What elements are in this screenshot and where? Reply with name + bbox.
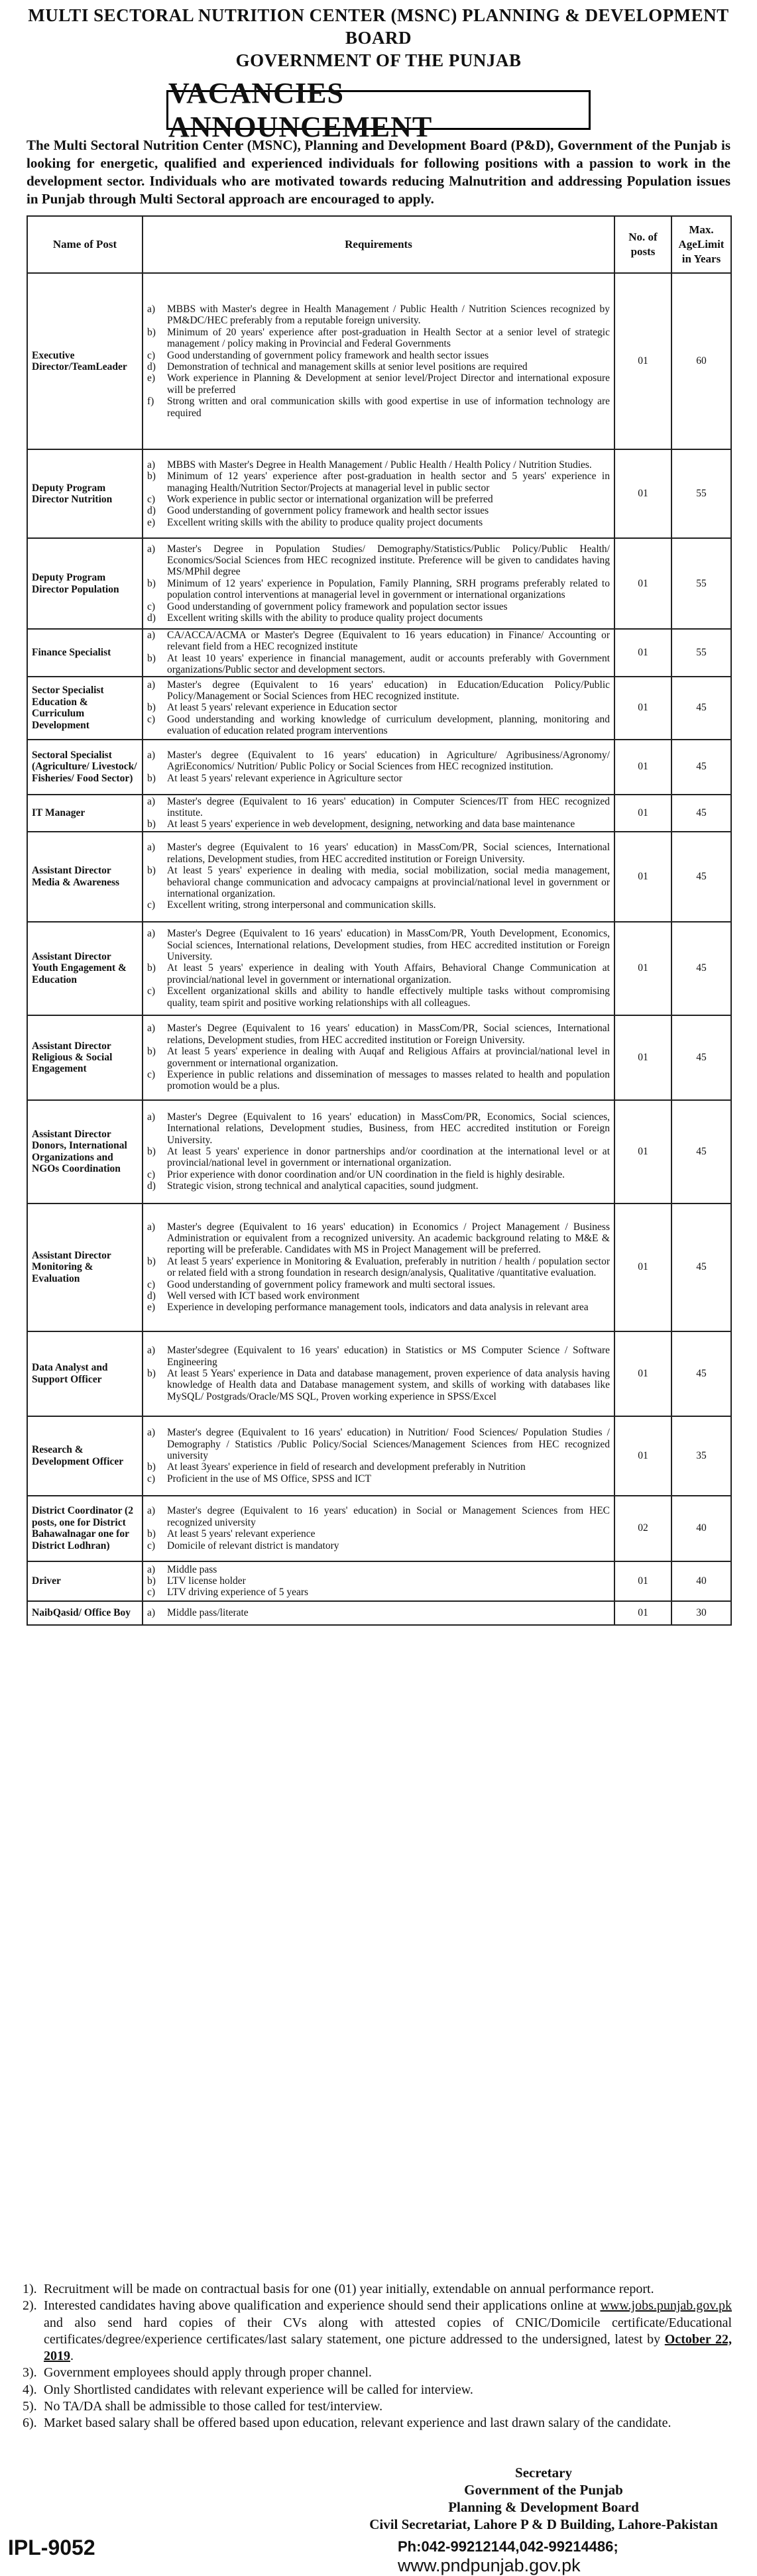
requirement-letter: c) bbox=[147, 349, 156, 361]
requirements-cell bbox=[143, 1204, 614, 1331]
table-row bbox=[27, 677, 731, 740]
header-line-3: GOVERNMENT OF THE PUNJAB bbox=[235, 50, 522, 70]
note-text-part: and also send hard copies of their CVs along with attested copies of CNIC/Domicile certificate/Educational certificates/degree/experience certificates/last salary statement, one picture addressed to the undersigned, latest by bbox=[44, 2315, 732, 2347]
note-text: Only Shortlisted candidates with relevant experience will be called for interview. bbox=[44, 2382, 473, 2397]
no-of-posts: 01 bbox=[614, 740, 671, 795]
requirement-letter: b) bbox=[147, 326, 156, 338]
requirement-item bbox=[147, 1069, 610, 1092]
max-age-limit: 45 bbox=[671, 922, 731, 1015]
requirement-item bbox=[147, 1427, 610, 1461]
requirement-text: At least 5 years' experience in Monitoring & Evaluation, preferably in nutrition / health / population sector or related field with a strong foundation in research design/analysis, Qualitative /quantitative evaluation. bbox=[167, 1255, 610, 1279]
requirement-item bbox=[147, 679, 610, 702]
requirement-item bbox=[147, 842, 610, 865]
signature-block bbox=[345, 2464, 742, 2533]
table-row bbox=[27, 629, 731, 677]
requirements-cell bbox=[143, 1561, 614, 1601]
requirement-item bbox=[147, 1528, 610, 1540]
requirement-text: At least 5 Years' experience in Data and database management, proven experience of data analysis having knowledge of Health data and Database management system, and skills of working with databases like MySQL/ Postgrads/Oracle/MS SQL, Proven working experience in SPSS/Excel bbox=[167, 1367, 610, 1402]
requirement-item bbox=[147, 327, 610, 350]
requirement-letter: b) bbox=[147, 1046, 156, 1058]
requirement-item bbox=[147, 714, 610, 737]
requirement-text: Master's degree (Equivalent to 16 years' education) in Education/Education Policy/Public Policy/Management or Social Sciences from HEC recognized institute. bbox=[167, 679, 610, 702]
signature-address: Civil Secretariat, Lahore P & D Building, Lahore-Pakistan bbox=[369, 2516, 718, 2532]
requirement-text: Master'sdegree (Equivalent to 16 years' education) in Statistics or MS Computer Science / Software Engineering bbox=[167, 1345, 610, 1368]
requirement-text: Well versed with ICT based work environment bbox=[167, 1290, 360, 1302]
requirements-cell bbox=[143, 1496, 614, 1561]
jobs-portal-link[interactable]: www.jobs.punjab.gov.pk bbox=[600, 2298, 732, 2314]
requirement-item bbox=[147, 1575, 610, 1587]
signature-government: Government of the Punjab bbox=[464, 2482, 623, 2498]
requirements-cell bbox=[143, 273, 614, 449]
requirement-letter: f) bbox=[147, 396, 154, 408]
requirement-text: MBBS with Master's degree in Health Management / Public Health / Nutrition Sciences recognized by PM&DC/HEC preferably from a reputable foreign university. bbox=[167, 303, 610, 327]
requirement-text: Minimum of 12 years' experience in Population, Family Planning, SRH programs preferably related to population control interventions at managerial level in government or international organizations bbox=[167, 577, 610, 601]
requirements-cell bbox=[143, 832, 614, 922]
requirement-item bbox=[147, 1111, 610, 1146]
requirement-item bbox=[147, 505, 610, 516]
requirements-cell bbox=[143, 1100, 614, 1204]
requirement-letter: a) bbox=[147, 1606, 156, 1618]
max-age-limit: 45 bbox=[671, 740, 731, 795]
post-name: Assistant Director Monitoring & Evaluation bbox=[27, 1204, 143, 1331]
table-header-row bbox=[27, 216, 731, 273]
requirement-letter: c) bbox=[147, 1069, 156, 1081]
no-of-posts: 01 bbox=[614, 1204, 671, 1331]
requirement-text: At least 5 years' experience in dealing with Youth Affairs, Behavioral Change Communication at provincial/national level in government or international organization. bbox=[167, 962, 610, 985]
signature-department: Planning & Development Board bbox=[448, 2499, 639, 2515]
requirement-item bbox=[147, 612, 610, 624]
note-number: 5). bbox=[23, 2399, 37, 2414]
requirement-letter: a) bbox=[147, 459, 156, 471]
requirement-text: At least 5 years' experience in web development, designing, networking and data base maintenance bbox=[167, 818, 575, 830]
no-of-posts: 01 bbox=[614, 1601, 671, 1625]
requirement-letter: c) bbox=[147, 1540, 156, 1551]
post-name: Assistant Director Donors, International Organizations and NGOs Coordination bbox=[27, 1100, 143, 1204]
requirement-letter: c) bbox=[147, 713, 156, 725]
requirements-cell bbox=[143, 1601, 614, 1625]
requirement-item bbox=[147, 1473, 610, 1484]
requirements-cell bbox=[143, 449, 614, 538]
max-age-limit: 45 bbox=[671, 1100, 731, 1204]
requirement-letter: a) bbox=[147, 1563, 156, 1575]
max-age-limit: 40 bbox=[671, 1561, 731, 1601]
max-age-limit: 45 bbox=[671, 832, 731, 922]
requirement-item bbox=[147, 471, 610, 494]
requirement-item bbox=[147, 818, 610, 830]
note-item bbox=[23, 2281, 732, 2298]
table-row bbox=[27, 273, 731, 449]
note-text: No TA/DA shall be admissible to those called for test/interview. bbox=[44, 2399, 383, 2414]
requirement-item bbox=[147, 1046, 610, 1069]
requirement-item bbox=[147, 1169, 610, 1180]
requirements-cell bbox=[143, 922, 614, 1015]
requirement-letter: b) bbox=[147, 652, 156, 664]
requirement-text: Experience in public relations and dissemination of messages to masses related to health and population promotion would be a plus. bbox=[167, 1069, 610, 1092]
requirement-letter: e) bbox=[147, 372, 156, 384]
no-of-posts: 01 bbox=[614, 629, 671, 677]
table-row bbox=[27, 449, 731, 538]
header-age-limit: Max. AgeLimit in Years bbox=[671, 216, 731, 273]
requirement-item bbox=[147, 1368, 610, 1402]
requirement-text: At least 3years' experience in field of research and development preferably in Nutrition bbox=[167, 1461, 526, 1473]
requirement-text: Minimum of 20 years' experience after post-graduation in Health Sector at a senior level of strategic management / policy making in Provincial and Federal Governments bbox=[167, 326, 610, 350]
table-row bbox=[27, 538, 731, 629]
max-age-limit: 30 bbox=[671, 1601, 731, 1625]
requirement-text: Master's Degree (Equivalent to 16 years' education) in MassCom/PR, Social sciences, International relations, Development studies, from HEC accredited institution or Foreign University. bbox=[167, 1023, 610, 1046]
contact-line bbox=[398, 2538, 757, 2576]
no-of-posts: 01 bbox=[614, 922, 671, 1015]
table-row bbox=[27, 740, 731, 795]
table-row bbox=[27, 1601, 731, 1625]
requirement-item bbox=[147, 304, 610, 327]
website-link[interactable]: www.pndpunjab.gov.pk bbox=[398, 2555, 581, 2575]
requirement-letter: d) bbox=[147, 612, 156, 624]
post-name: Sectoral Specialist (Agriculture/ Livestock/ Fisheries/ Food Sector) bbox=[27, 740, 143, 795]
note-number: 1). bbox=[23, 2282, 37, 2296]
requirement-item bbox=[147, 578, 610, 601]
requirement-text: At least 5 years' experience in dealing with Auqaf and Religious Affairs at provincial/national level in government or international organization. bbox=[167, 1046, 610, 1069]
requirement-text: Domicile of relevant district is mandatory bbox=[167, 1540, 339, 1551]
requirement-item bbox=[147, 1256, 610, 1279]
requirement-letter: a) bbox=[147, 795, 156, 807]
requirement-item bbox=[147, 494, 610, 505]
requirement-text: Strategic vision, strong technical and analytical capacities, sound judgment. bbox=[167, 1180, 479, 1192]
max-age-limit: 45 bbox=[671, 677, 731, 740]
requirement-letter: a) bbox=[147, 750, 156, 761]
requirement-text: Good understanding of government policy framework and health sector issues bbox=[167, 505, 489, 517]
requirement-letter: a) bbox=[147, 543, 156, 555]
note-item bbox=[23, 2365, 732, 2381]
note-text-part: Interested candidates having above qualification and experience should send their applications online at bbox=[44, 2298, 601, 2314]
requirement-letter: b) bbox=[147, 962, 156, 974]
requirement-letter: c) bbox=[147, 1473, 156, 1484]
requirement-text: Prior experience with donor coordination and/or UN coordination in the field is highly desirable. bbox=[167, 1168, 565, 1180]
requirement-letter: a) bbox=[147, 1023, 156, 1035]
note-item bbox=[23, 2298, 732, 2365]
requirement-item bbox=[147, 1505, 610, 1528]
requirement-text: At least 5 years' relevant experience in Education sector bbox=[167, 702, 398, 714]
requirement-letter: d) bbox=[147, 505, 156, 517]
table-row bbox=[27, 795, 731, 832]
requirement-text: At least 10 years' experience in financial management, audit or accounts preferably with Government organizations/Public sector and development sectors. bbox=[167, 652, 610, 676]
requirement-letter: c) bbox=[147, 494, 156, 505]
requirement-text: Good understanding of government policy framework and population sector issues bbox=[167, 600, 508, 612]
requirement-letter: a) bbox=[147, 1345, 156, 1357]
requirements-cell bbox=[143, 538, 614, 629]
requirements-cell bbox=[143, 629, 614, 677]
requirement-item bbox=[147, 1023, 610, 1046]
requirement-item bbox=[147, 1607, 610, 1618]
max-age-limit: 35 bbox=[671, 1416, 731, 1496]
requirements-cell bbox=[143, 1416, 614, 1496]
requirement-text: Master's degree (Equivalent to 16 years' education) in MassCom/PR, Social sciences, International relations, Development studies, from HEC accredited institution or Foreign University. bbox=[167, 842, 610, 865]
post-name: Driver bbox=[27, 1561, 143, 1601]
requirement-letter: a) bbox=[147, 679, 156, 691]
requirement-text: Master's Degree (Equivalent to 16 years' education) in MassCom/PR, Economics, Social sciences, International relations, Development studies, Business, from HEC accredited institution or Foreign University. bbox=[167, 1111, 610, 1146]
requirement-letter: c) bbox=[147, 1587, 156, 1598]
requirement-item bbox=[147, 865, 610, 899]
signature-title: Secretary bbox=[515, 2465, 572, 2481]
no-of-posts: 01 bbox=[614, 273, 671, 449]
max-age-limit: 40 bbox=[671, 1496, 731, 1561]
requirement-letter: b) bbox=[147, 471, 156, 482]
max-age-limit: 55 bbox=[671, 538, 731, 629]
requirement-item bbox=[147, 796, 610, 819]
no-of-posts: 01 bbox=[614, 1015, 671, 1100]
requirement-item bbox=[147, 361, 610, 372]
requirement-letter: a) bbox=[147, 1505, 156, 1517]
requirement-letter: b) bbox=[147, 577, 156, 589]
requirement-text: At least 5 years' experience in dealing with media, social mobilization, social media management, behavioral change communication and advocacy campaigns at provincial/national level in government or international organization. bbox=[167, 865, 610, 900]
requirement-letter: b) bbox=[147, 1367, 156, 1379]
requirements-cell bbox=[143, 795, 614, 832]
requirement-text: Demonstration of technical and management skills at senior level positions are required bbox=[167, 361, 528, 372]
requirement-letter: a) bbox=[147, 303, 156, 315]
requirement-item bbox=[147, 601, 610, 612]
post-name: IT Manager bbox=[27, 795, 143, 832]
requirement-item bbox=[147, 1221, 610, 1256]
table-row bbox=[27, 1416, 731, 1496]
requirement-item bbox=[147, 1540, 610, 1551]
requirement-item bbox=[147, 1587, 610, 1598]
requirement-text: At least 5 years' relevant experience bbox=[167, 1528, 316, 1540]
requirement-letter: e) bbox=[147, 1302, 156, 1314]
requirement-item bbox=[147, 750, 610, 773]
post-name: Assistant Director Youth Engagement & Education bbox=[27, 922, 143, 1015]
header-post: Name of Post bbox=[27, 216, 143, 273]
deadline-date: October 22, 2019 bbox=[44, 2331, 732, 2364]
requirement-letter: b) bbox=[147, 1575, 156, 1587]
note-text: Recruitment will be made on contractual basis for one (01) year initially, extendable on annual performance report. bbox=[44, 2282, 654, 2296]
max-age-limit: 45 bbox=[671, 795, 731, 832]
note-number: 2). bbox=[23, 2298, 37, 2314]
requirement-item bbox=[147, 1279, 610, 1290]
max-age-limit: 45 bbox=[671, 1331, 731, 1416]
requirement-text: Excellent writing skills with the ability to produce quality project documents bbox=[167, 516, 483, 528]
requirement-item bbox=[147, 985, 610, 1009]
header-line-2: BOARD bbox=[345, 28, 412, 48]
requirement-item bbox=[147, 773, 610, 784]
requirement-item bbox=[147, 630, 610, 653]
header-requirements: Requirements bbox=[143, 216, 614, 273]
requirement-letter: e) bbox=[147, 516, 156, 528]
note-text: Market based salary shall be offered based upon education, relevant experience and last drawn salary of the candidate. bbox=[44, 2416, 671, 2431]
no-of-posts: 01 bbox=[614, 677, 671, 740]
notes-list bbox=[23, 2281, 732, 2432]
requirement-text: Middle pass/literate bbox=[167, 1606, 249, 1618]
post-name: Executive Director/TeamLeader bbox=[27, 273, 143, 449]
requirement-text: Excellent organizational skills and ability to handle effectively multiple tasks without compromising quality, team spirit and positive working relationships with all colleagues. bbox=[167, 985, 610, 1009]
no-of-posts: 02 bbox=[614, 1496, 671, 1561]
note-text: Government employees should apply through proper channel. bbox=[44, 2365, 372, 2380]
header-no-of-posts: No. of posts bbox=[614, 216, 671, 273]
requirement-text: Middle pass bbox=[167, 1563, 217, 1575]
requirement-text: Good understanding of government policy framework and multi sectoral issues. bbox=[167, 1278, 496, 1290]
note-item bbox=[23, 2398, 732, 2415]
requirement-text: Minimum of 12 years' experience after post-graduation in health sector and 5 years' experience in managing Health/Nutrition Sector/Projects at managerial level in public sector bbox=[167, 471, 610, 494]
table-row bbox=[27, 1331, 731, 1416]
requirement-letter: b) bbox=[147, 1528, 156, 1540]
requirements-cell bbox=[143, 1015, 614, 1100]
requirement-text: LTV driving experience of 5 years bbox=[167, 1587, 309, 1598]
requirement-item bbox=[147, 1564, 610, 1575]
no-of-posts: 01 bbox=[614, 449, 671, 538]
requirement-item bbox=[147, 962, 610, 985]
note-number: 3). bbox=[23, 2365, 37, 2380]
requirement-item bbox=[147, 372, 610, 396]
intro-paragraph: The Multi Sectoral Nutrition Center (MSNC), Planning and Development Board (P&D), Government of the Punjab is looking for energetic, qualified and experienced individuals for following positions with a passion to work in the development sector. Individuals who are motivated towards reducing Malnutrition and addressing Population issues in Punjab through Multi Sectoral approach are encouraged to apply. bbox=[27, 137, 730, 207]
requirement-item bbox=[147, 1180, 610, 1192]
max-age-limit: 45 bbox=[671, 1204, 731, 1331]
requirement-item bbox=[147, 459, 610, 471]
post-name: District Coordinator (2 posts, one for District Bahawalnagar one for District Lodhran) bbox=[27, 1496, 143, 1561]
requirement-letter: a) bbox=[147, 630, 156, 641]
post-name: Assistant Director Religious & Social Engagement bbox=[27, 1015, 143, 1100]
requirement-letter: b) bbox=[147, 702, 156, 714]
note-text-part: . bbox=[70, 2349, 74, 2364]
requirement-item bbox=[147, 1290, 610, 1302]
requirement-letter: d) bbox=[147, 1180, 156, 1192]
requirement-item bbox=[147, 1461, 610, 1473]
table-row bbox=[27, 1204, 731, 1331]
post-name: Data Analyst and Support Officer bbox=[27, 1331, 143, 1416]
requirement-text: Master's degree (Equivalent to 16 years' education) in Nutrition/ Food Sciences/ Population Studies / Demography / Statistics /Public Policy/Social Sciences/Management Sciences from HEC recognized university bbox=[167, 1427, 610, 1461]
post-name: Sector Specialist Education & Curriculum Development bbox=[27, 677, 143, 740]
requirement-text: Master's degree (Equivalent to 16 years' education) in Computer Sciences/IT from HEC recognized institute. bbox=[167, 795, 610, 818]
post-name: Finance Specialist bbox=[27, 629, 143, 677]
note-item bbox=[23, 2382, 732, 2398]
reference-number: IPL-9052 bbox=[8, 2536, 95, 2559]
max-age-limit: 60 bbox=[671, 273, 731, 449]
requirement-item bbox=[147, 653, 610, 676]
requirement-letter: b) bbox=[147, 1145, 156, 1157]
no-of-posts: 01 bbox=[614, 1331, 671, 1416]
requirement-text: Excellent writing skills with the ability to produce quality project documents bbox=[167, 612, 483, 624]
requirement-text: LTV license holder bbox=[167, 1575, 246, 1587]
requirement-letter: d) bbox=[147, 361, 156, 372]
requirement-item bbox=[147, 1302, 610, 1313]
post-name: NaibQasid/ Office Boy bbox=[27, 1601, 143, 1625]
note-item bbox=[23, 2415, 732, 2432]
post-name: Assistant Director Media & Awareness bbox=[27, 832, 143, 922]
header-line-1: MULTI SECTORAL NUTRITION CENTER (MSNC) PLANNING & DEVELOPMENT bbox=[28, 5, 729, 25]
requirement-letter: b) bbox=[147, 772, 156, 784]
requirement-item bbox=[147, 928, 610, 962]
requirements-cell bbox=[143, 1331, 614, 1416]
requirement-letter: b) bbox=[147, 1255, 156, 1267]
requirement-item bbox=[147, 1345, 610, 1368]
requirement-item bbox=[147, 350, 610, 361]
requirement-letter: a) bbox=[147, 1111, 156, 1123]
requirement-text: Good understanding of government policy framework and health sector issues bbox=[167, 349, 489, 361]
requirement-text: MBBS with Master's Degree in Health Management / Public Health / Health Policy / Nutrition Studies. bbox=[167, 459, 592, 471]
requirement-text: Work experience in public sector or international organization will be preferred bbox=[167, 494, 493, 505]
max-age-limit: 45 bbox=[671, 1015, 731, 1100]
requirement-letter: b) bbox=[147, 865, 156, 877]
requirement-text: Master's degree (Equivalent to 16 years' education) in Social or Management Sciences from HEC recognized university bbox=[167, 1505, 610, 1528]
table-row bbox=[27, 1561, 731, 1601]
note-number: 4). bbox=[23, 2382, 37, 2397]
requirement-letter: a) bbox=[147, 928, 156, 940]
vacancies-title: VACANCIES ANNOUNCEMENT bbox=[166, 90, 591, 130]
requirement-item bbox=[147, 702, 610, 713]
requirement-letter: d) bbox=[147, 1290, 156, 1302]
max-age-limit: 55 bbox=[671, 629, 731, 677]
table-row bbox=[27, 832, 731, 922]
phone-numbers: Ph:042-99212144,042-99214486; bbox=[398, 2538, 618, 2555]
requirement-letter: c) bbox=[147, 600, 156, 612]
requirement-text: Master's Degree (Equivalent to 16 years' education) in MassCom/PR, Youth Development, Economics, Social sciences, International relations, Development studies, from HEC accredited institution or Foreign University. bbox=[167, 928, 610, 963]
table-row bbox=[27, 1496, 731, 1561]
requirement-text: Excellent writing, strong interpersonal and communication skills. bbox=[167, 899, 436, 911]
table-row bbox=[27, 1015, 731, 1100]
requirement-letter: a) bbox=[147, 1221, 156, 1233]
requirement-item bbox=[147, 543, 610, 578]
requirement-letter: c) bbox=[147, 985, 156, 997]
post-name: Deputy Program Director Nutrition bbox=[27, 449, 143, 538]
requirement-text: Strong written and oral communication skills with good expertise in use of information technology are required bbox=[167, 396, 610, 419]
requirement-item bbox=[147, 396, 610, 419]
requirement-letter: a) bbox=[147, 1427, 156, 1439]
jobs-table bbox=[27, 215, 732, 1626]
requirement-text: Master's degree (Equivalent to 16 years' education) in Economics / Project Management / Business Administration or equivalent from a recognized university. An academic background relating to M&E & reporting will be preferable. Candidates with MS in Project Management will be preferred. bbox=[167, 1221, 610, 1256]
requirement-letter: b) bbox=[147, 818, 156, 830]
requirement-text: CA/ACCA/ACMA or Master's Degree (Equivalent to 16 years education) in Finance/ Accounting or relevant field from a HEC recognized institute bbox=[167, 630, 610, 653]
no-of-posts: 01 bbox=[614, 1100, 671, 1204]
no-of-posts: 01 bbox=[614, 538, 671, 629]
post-name: Research & Development Officer bbox=[27, 1416, 143, 1496]
max-age-limit: 55 bbox=[671, 449, 731, 538]
no-of-posts: 01 bbox=[614, 1416, 671, 1496]
requirement-text: Work experience in Planning & Development at senior level/Project Director and international exposure will be preferred bbox=[167, 372, 610, 396]
requirement-letter: c) bbox=[147, 1278, 156, 1290]
requirements-cell bbox=[143, 677, 614, 740]
no-of-posts: 01 bbox=[614, 1561, 671, 1601]
requirements-cell bbox=[143, 740, 614, 795]
requirement-text: At least 5 years' experience in donor partnerships and/or coordination at the international level or at provincial/national level in government or international organization. bbox=[167, 1145, 610, 1169]
requirement-text: At least 5 years' relevant experience in Agriculture sector bbox=[167, 772, 402, 784]
table-row bbox=[27, 922, 731, 1015]
requirement-text: Good understanding and working knowledge of curriculum development, planning, monitoring and evaluation of education related program interventions bbox=[167, 713, 610, 737]
note-text bbox=[44, 2298, 732, 2365]
requirement-text: Experience in developing performance management tools, indicators and data analysis in relevant area bbox=[167, 1302, 589, 1314]
requirement-item bbox=[147, 517, 610, 528]
requirement-text: Master's degree (Equivalent to 16 years' education) in Agriculture/ Agribusiness/Agronomy/ AgriEconomics/ Nutrition/ Public Policy or Social Sciences from HEC recognized institution. bbox=[167, 750, 610, 773]
requirement-letter: c) bbox=[147, 899, 156, 911]
jobs-table-body bbox=[27, 273, 731, 1625]
requirement-letter: a) bbox=[147, 842, 156, 854]
requirement-letter: b) bbox=[147, 1461, 156, 1473]
post-name: Deputy Program Director Population bbox=[27, 538, 143, 629]
no-of-posts: 01 bbox=[614, 832, 671, 922]
requirement-letter: c) bbox=[147, 1168, 156, 1180]
requirement-text: Master's Degree in Population Studies/ Demography/Statistics/Public Policy/Public Health/ Economics/Social Sciences from HEC recognized institute. Preference will be given to candidates having MS/MPhil degree bbox=[167, 543, 610, 578]
requirement-item bbox=[147, 899, 610, 911]
no-of-posts: 01 bbox=[614, 795, 671, 832]
note-number: 6). bbox=[23, 2416, 37, 2431]
requirement-text: Proficient in the use of MS Office, SPSS and ICT bbox=[167, 1473, 371, 1484]
table-row bbox=[27, 1100, 731, 1204]
requirement-item bbox=[147, 1146, 610, 1169]
